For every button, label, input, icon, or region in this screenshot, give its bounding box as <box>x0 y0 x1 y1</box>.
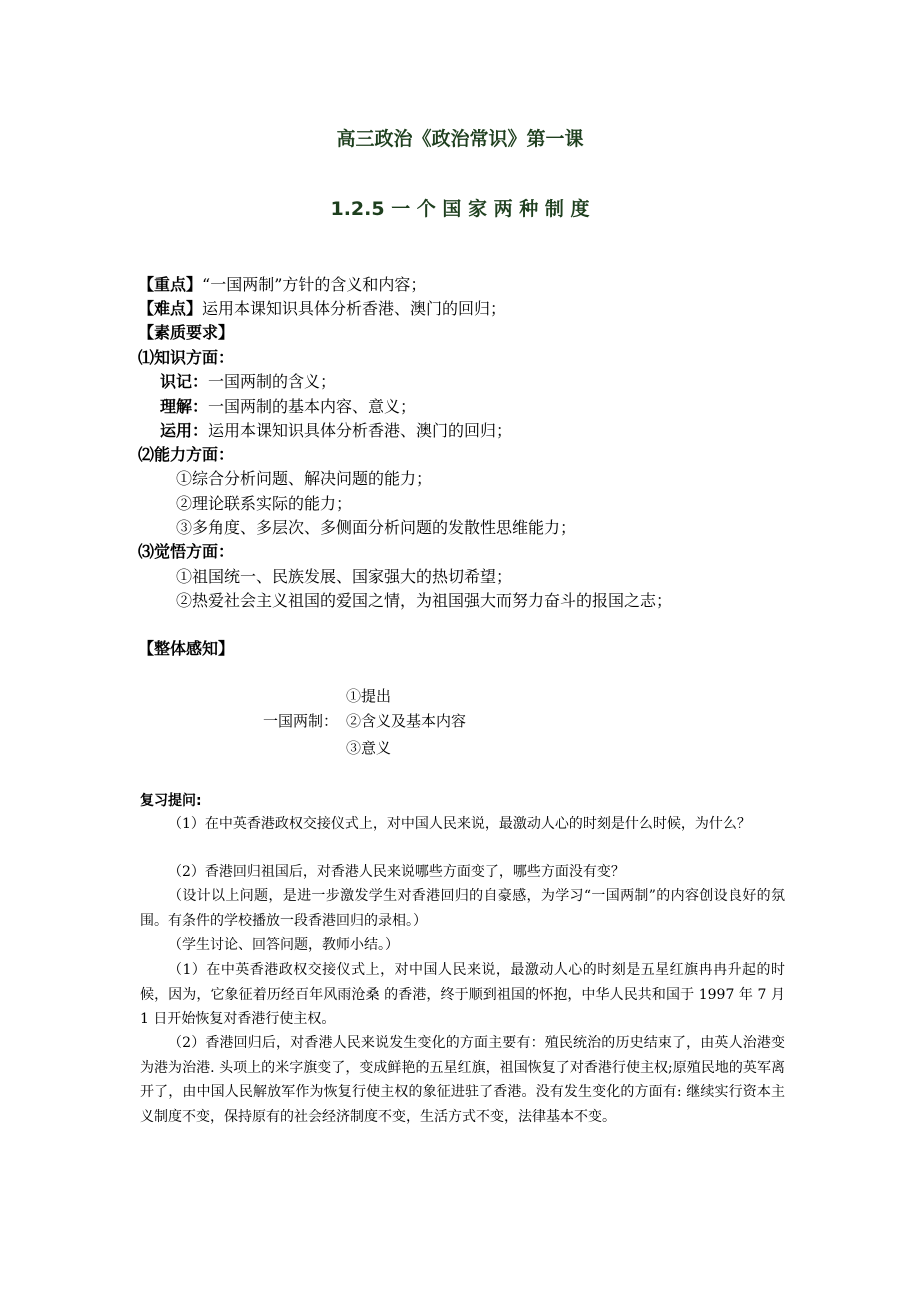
review-paragraph: （2）香港回归后，对香港人民来说发生变化的方面主要有：殖民统治的历史结束了，由英人治港变为港为治港. 头项上的米字旗变了，变成鲜艳的五星红旗，祖国恢复了对香港行使主权;原殖民地的英军离开了，由中国人民解放军作为恢复行使主权的象征进驻了香港。没有发生变化的方面有: 继续实行资本主义制度不变，保持原有的社会经济制度不变，生活方式不变，法律基本不变。 <box>140 1035 785 1125</box>
recall-label: 识记： <box>160 372 209 391</box>
recall-line <box>160 370 336 394</box>
overview-center-label: 一国两制： <box>263 712 339 730</box>
apply-label: 运用： <box>160 421 209 440</box>
recall-text: 一国两制的含义； <box>208 372 337 391</box>
overview-item: ①提出 <box>346 687 392 705</box>
apply-text: 运用本课知识具体分析香港、澳门的回归； <box>208 421 513 440</box>
overview-item: ③意义 <box>346 739 392 757</box>
overview-item: ②含义及基本内容 <box>346 712 467 730</box>
ability-item: ①综合分析问题、解决问题的能力； <box>176 469 433 488</box>
review-paragraph: （1）在中英香港政权交接仪式上，对中国人民来说，最激动人心的时刻是五星红旗冉冉升起的时候，因为，它象征着历经百年风雨沧桑 的香港，终于顺到祖国的怀抱，中华人民共和国于 1997 年 7 月 1 日开始恢复对香港行使主权。 <box>140 962 785 1027</box>
review-paragraph: （学生讨论、回答问题，教师小结。） <box>168 937 399 953</box>
review-heading: 复习提问: <box>140 793 202 809</box>
review-paragraph: （设计以上问题，是进一步激发学生对香港回归的自豪感，为学习“一国两制”的内容创设良好的氛围。有条件的学校播放一段香港回归的录相。） <box>140 888 785 929</box>
ability-item: ②理论联系实际的能力； <box>176 494 353 513</box>
awareness-item: ②热爱社会主义祖国的爱国之情，为祖国强大而努力奋斗的报国之志； <box>176 591 673 610</box>
ability-item: ③多角度、多层次、多侧面分析问题的发散性思维能力； <box>176 518 577 537</box>
difficulty-label: 【难点】 <box>138 299 203 318</box>
understand-line <box>160 395 416 419</box>
awareness-heading: ⑶觉悟方面： <box>138 542 235 561</box>
understand-text: 一国两制的基本内容、意义； <box>208 397 417 416</box>
lesson-subtitle: 1.2.5 一 个 国 家 两 种 制 度 <box>330 198 590 220</box>
apply-line <box>160 419 512 443</box>
understand-label: 理解： <box>160 397 209 416</box>
knowledge-heading: ⑴知识方面： <box>138 348 235 367</box>
focus-text: “一国两制”方针的含义和内容； <box>202 275 427 294</box>
overview-heading: 【整体感知】 <box>138 639 235 658</box>
ability-heading: ⑵能力方面： <box>138 445 235 464</box>
awareness-item: ①祖国统一、民族发展、国家强大的热切希望； <box>176 567 513 586</box>
document-title: 高三政治《政治常识》第一课 <box>336 128 584 150</box>
difficulty-line <box>138 297 506 321</box>
focus-label: 【重点】 <box>138 275 203 294</box>
review-paragraph: （2）香港回归祖国后，对香港人民来说哪些方面变了，哪些方面没有变？ <box>168 864 625 880</box>
review-paragraph: （1）在中英香港政权交接仪式上，对中国人民来说，最激动人心的时刻是什么时候，为什么？ <box>168 816 751 832</box>
difficulty-text: 运用本课知识具体分析香港、澳门的回归； <box>202 299 507 318</box>
quality-heading: 【素质要求】 <box>138 323 235 342</box>
focus-line <box>138 273 426 297</box>
